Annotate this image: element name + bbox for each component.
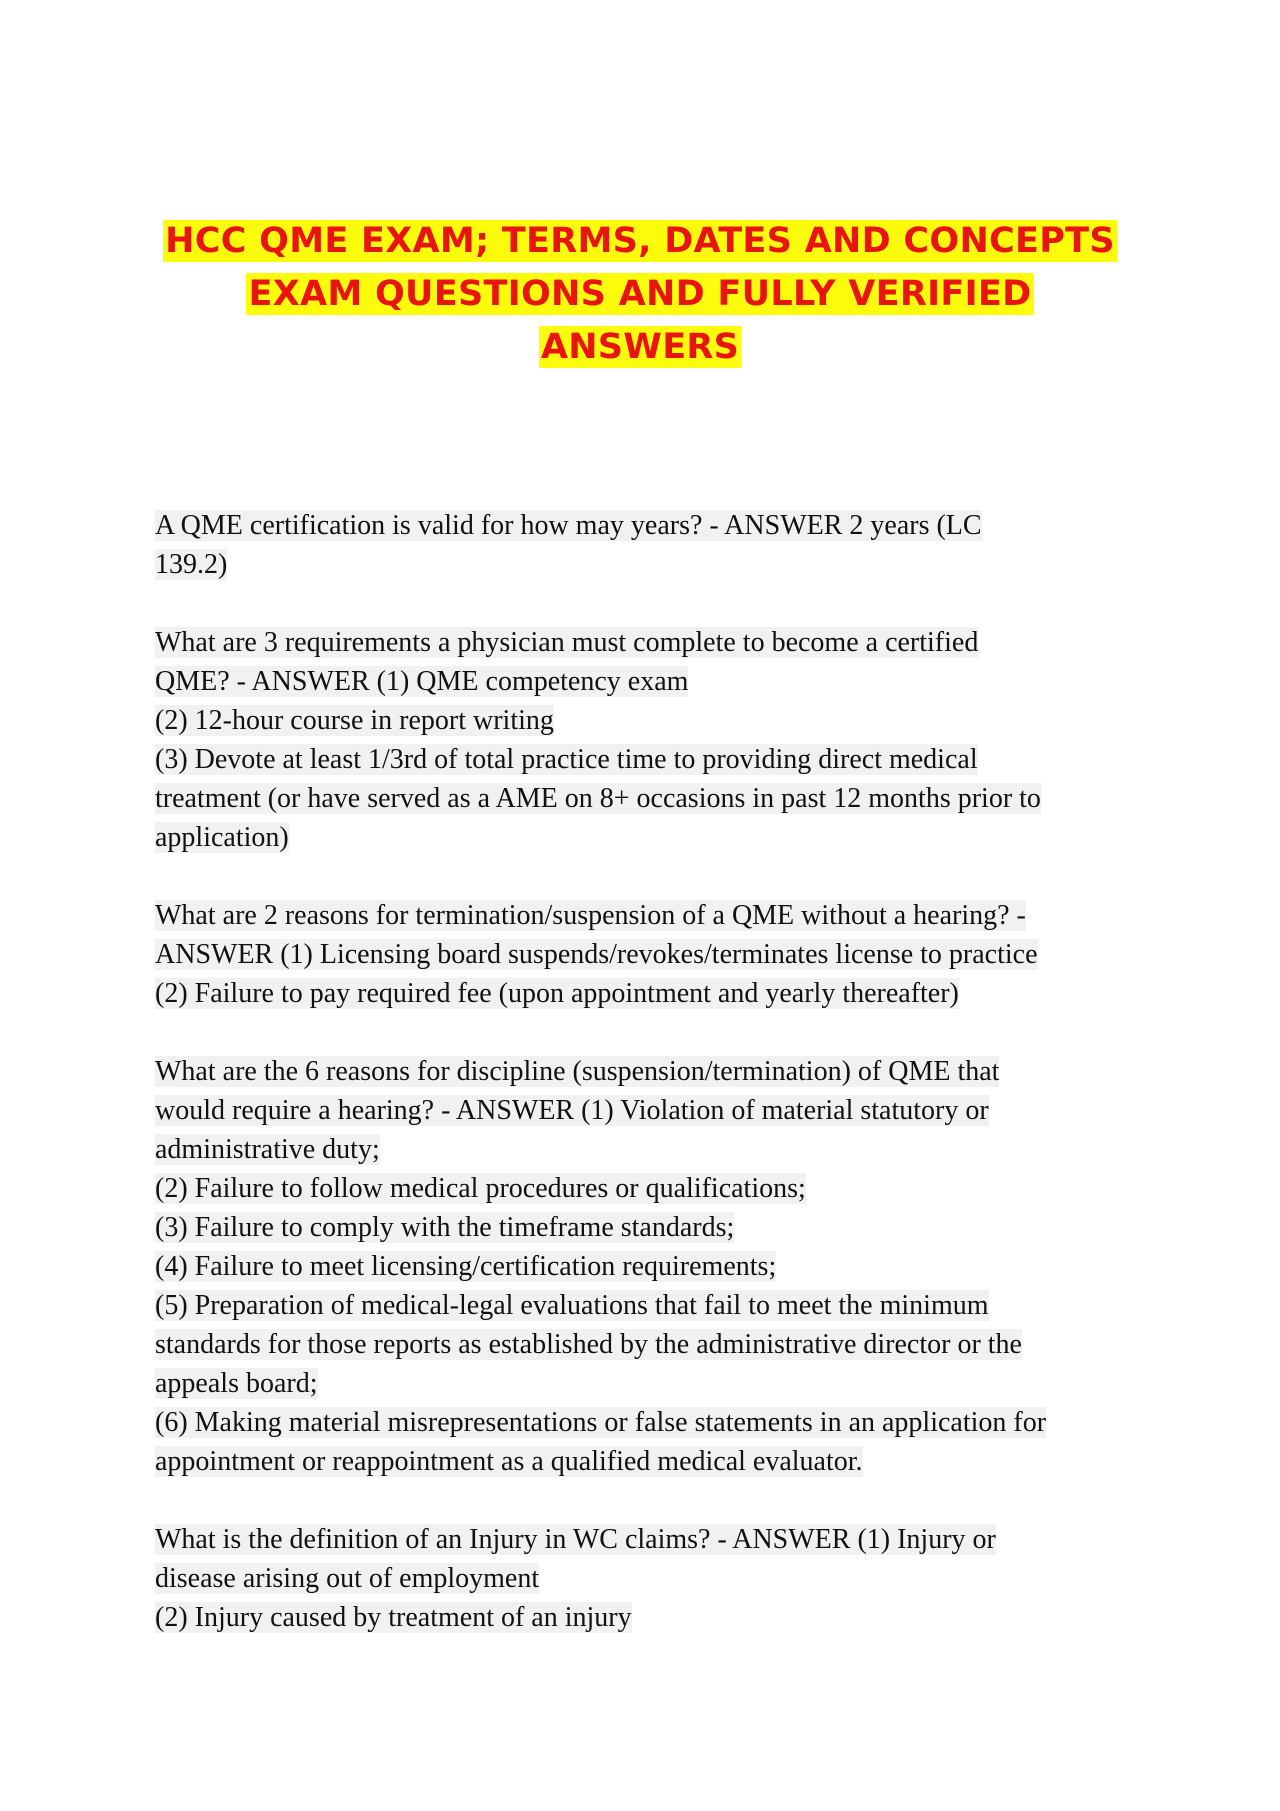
text-line: (5) Preparation of medical-legal evaluations that fail to meet the minimum xyxy=(155,1290,989,1321)
text-line: (4) Failure to meet licensing/certification requirements; xyxy=(155,1251,777,1282)
document-title xyxy=(150,215,1130,374)
qa-item xyxy=(155,506,1135,584)
text-line: standards for those reports as established by the administrative director or the xyxy=(155,1329,1022,1360)
qa-item xyxy=(155,623,1135,857)
text-line: What are 2 reasons for termination/suspension of a QME without a hearing? - xyxy=(155,900,1026,931)
text-line: appeals board; xyxy=(155,1368,318,1399)
text-line: (3) Failure to comply with the timeframe standards; xyxy=(155,1212,735,1243)
qa-item xyxy=(155,1052,1135,1481)
qa-list xyxy=(155,506,1135,1676)
title-line: EXAM QUESTIONS AND FULLY VERIFIED xyxy=(248,274,1032,314)
text-line: (2) Injury caused by treatment of an injury xyxy=(155,1602,632,1633)
text-line: administrative duty; xyxy=(155,1134,380,1165)
text-line: A QME certification is valid for how may years? - ANSWER 2 years (LC xyxy=(155,510,982,541)
qa-item xyxy=(155,896,1135,1013)
text-line: would require a hearing? - ANSWER (1) Violation of material statutory or xyxy=(155,1095,989,1126)
text-line: What are the 6 reasons for discipline (suspension/termination) of QME that xyxy=(155,1056,1000,1087)
text-line: ANSWER (1) Licensing board suspends/revokes/terminates license to practice xyxy=(155,939,1038,970)
title-line: ANSWERS xyxy=(540,327,740,367)
text-line: (2) Failure to pay required fee (upon appointment and yearly thereafter) xyxy=(155,978,959,1009)
text-line: (2) Failure to follow medical procedures or qualifications; xyxy=(155,1173,806,1204)
text-line: QME? - ANSWER (1) QME competency exam xyxy=(155,666,689,697)
text-line: treatment (or have served as a AME on 8+ occasions in past 12 months prior to xyxy=(155,783,1041,814)
text-line: (3) Devote at least 1/3rd of total practice time to providing direct medical xyxy=(155,744,978,775)
text-line: What are 3 requirements a physician must complete to become a certified xyxy=(155,627,979,658)
text-line: 139.2) xyxy=(155,549,228,580)
text-line: disease arising out of employment xyxy=(155,1563,540,1594)
text-line: (2) 12-hour course in report writing xyxy=(155,705,554,736)
qa-item xyxy=(155,1520,1135,1637)
text-line: appointment or reappointment as a qualified medical evaluator. xyxy=(155,1446,863,1477)
text-line: application) xyxy=(155,822,289,853)
title-line: HCC QME EXAM; TERMS, DATES AND CONCEPTS xyxy=(165,221,1115,261)
text-line: (6) Making material misrepresentations or false statements in an application for xyxy=(155,1407,1047,1438)
text-line: What is the definition of an Injury in WC claims? - ANSWER (1) Injury or xyxy=(155,1524,996,1555)
